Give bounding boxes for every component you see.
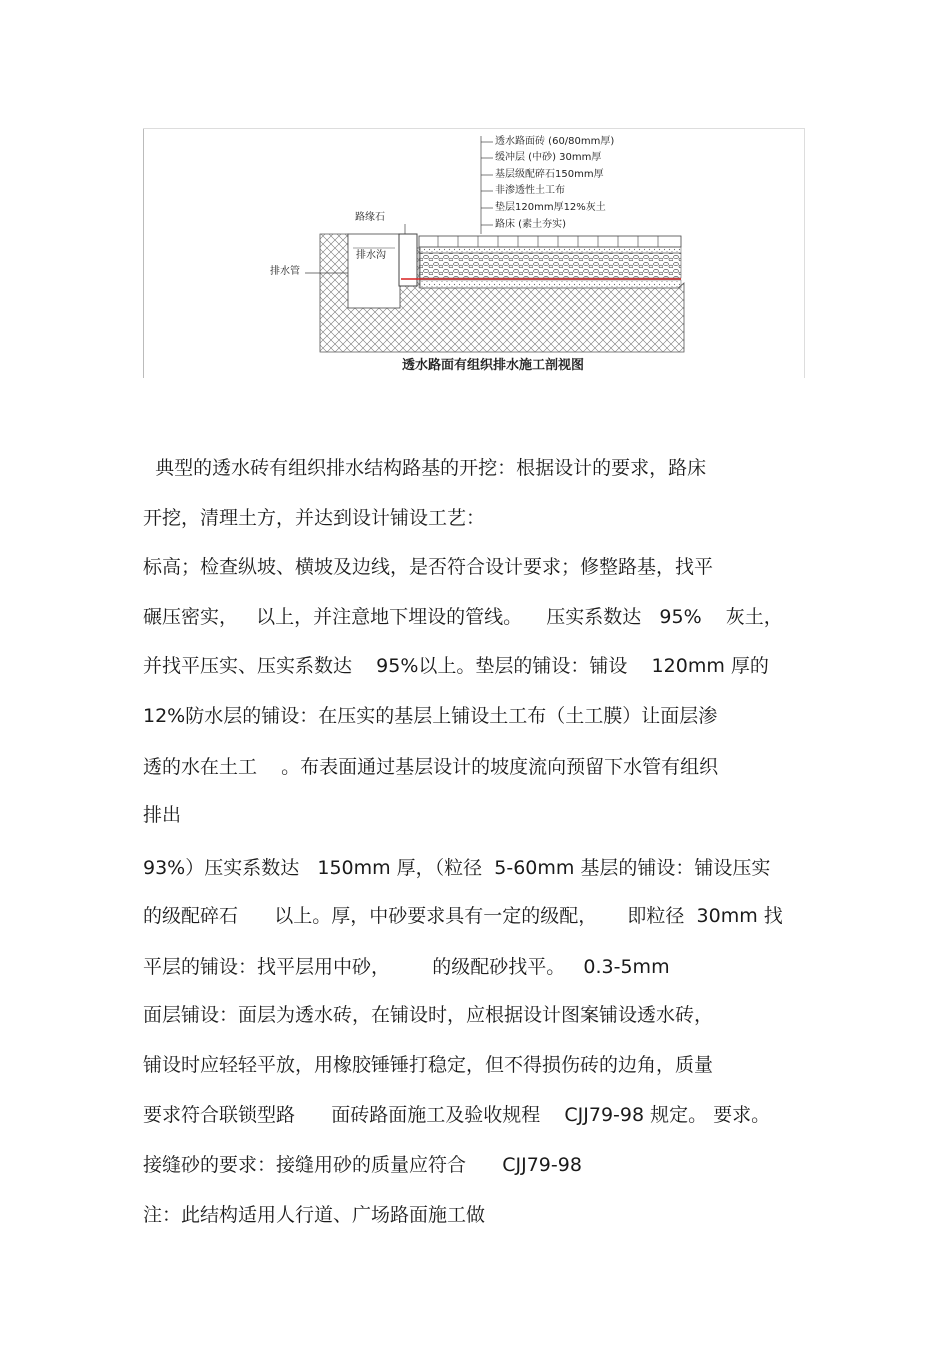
curb-label: 路缘石 <box>355 212 385 223</box>
paragraph-line: 典型的透水砖有组织排水结构路基的开挖：根据设计的要求，路床 <box>143 457 707 479</box>
layer-label: 缓冲层 (中砂) 30mm厚 <box>495 152 602 163</box>
paragraph-line: 要求符合联锁型路 面砖路面施工及验收规程 CJJ79-98 规定。 要求。 <box>143 1104 771 1126</box>
cross-section-figure <box>143 128 805 378</box>
layer-label: 基层级配碎石150mm厚 <box>495 169 604 180</box>
ditch-label: 排水沟 <box>356 250 386 261</box>
paragraph-line: 开挖，清理土方，并达到设计铺设工艺： <box>143 507 486 529</box>
paragraph-line: 接缝砂的要求：接缝用砂的质量应符合 CJJ79-98 <box>143 1154 582 1176</box>
paragraph-line: 标高；检查纵坡、横坡及边线，是否符合设计要求；修整路基，找平 <box>143 556 714 578</box>
paragraph-line: 12%防水层的铺设：在压实的基层上铺设土工布（土工膜）让面层渗 <box>143 705 718 727</box>
layer-label: 垫层120mm厚12%灰土 <box>495 202 606 213</box>
paragraph-line: 注：此结构适用人行道、广场路面施工做 <box>143 1204 486 1226</box>
pipe-label: 排水管 <box>270 266 300 277</box>
cross-section-drawing <box>143 128 805 378</box>
paragraph-line: 铺设时应轻轻平放，用橡胶锤锤打稳定，但不得损伤砖的边角，质量 <box>143 1054 714 1076</box>
paragraph-line: 的级配碎石 以上。厚，中砂要求具有一定的级配， 即粒径 30mm 找 <box>143 905 783 927</box>
paragraph-line: 排出 <box>143 804 182 826</box>
paragraph-line: 93%）压实系数达 150mm 厚，（粒径 5-60mm 基层的铺设：铺设压实 <box>143 857 771 879</box>
paragraph-line: 碾压密实， 以上，并注意地下埋设的管线。 压实系数达 95% 灰土， <box>143 606 783 628</box>
layer-label: 非渗透性土工布 <box>495 185 565 196</box>
paragraph-line: 面层铺设：面层为透水砖，在铺设时，应根据设计图案铺设透水砖， <box>143 1004 714 1026</box>
layer-label: 路床 (素土夯实) <box>495 219 566 230</box>
layer-label: 透水路面砖 (60/80mm厚) <box>495 136 615 147</box>
paragraph-line: 平层的铺设：找平层用中砂， 的级配砂找平。 0.3-5mm <box>143 956 670 978</box>
paragraph-line: 并找平压实、压实系数达 95%以上。垫层的铺设：铺设 120mm 厚的 <box>143 655 769 677</box>
paragraph-line: 透的水在土工 。布表面通过基层设计的坡度流向预留下水管有组织 <box>143 756 719 778</box>
figure-caption: 透水路面有组织排水施工剖视图 <box>402 358 585 373</box>
